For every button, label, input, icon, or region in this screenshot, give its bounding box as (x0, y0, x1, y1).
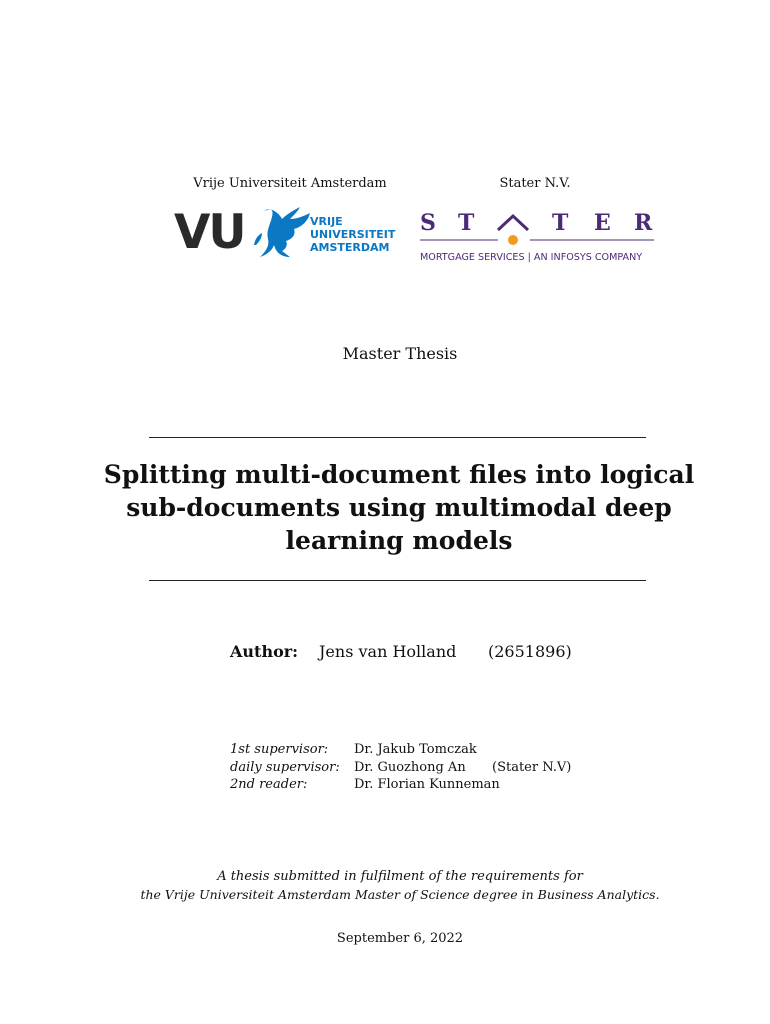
griffin-icon (252, 205, 312, 263)
top-rule (149, 437, 646, 438)
stater-wordmark-graphic (418, 210, 656, 248)
supervisor-role: 1st supervisor: (230, 742, 329, 757)
vu-logo-line2: UNIVERSITEIT (310, 228, 396, 241)
institution-vu-name: Vrije Universiteit Amsterdam (193, 176, 387, 191)
bottom-rule (149, 580, 646, 581)
stater-letter-r: R (634, 210, 653, 236)
vu-logo (174, 205, 394, 265)
institution-stater-name: Stater N.V. (499, 176, 571, 191)
vu-logo-letters: VU (174, 205, 245, 260)
vu-logo-line1: VRIJE (310, 215, 343, 228)
document-type: Master Thesis (342, 344, 458, 363)
stater-letter-s: S (420, 210, 436, 236)
submission-date: September 6, 2022 (336, 931, 464, 946)
title-line-3: learning models (285, 526, 513, 555)
supervisor-role: daily supervisor: (230, 760, 340, 775)
supervisor-name: Dr. Jakub Tomczak (354, 742, 477, 757)
stater-letter-e: E (594, 210, 611, 236)
supervisor-affiliation: (Stater N.V) (492, 760, 572, 775)
title-line-2: sub-documents using multimodal deep (126, 493, 672, 522)
supervisor-name: Dr. Guozhong An (354, 760, 466, 775)
submission-line-1: A thesis submitted in fulfilment of the requirements for (217, 869, 583, 884)
supervisor-name: Dr. Florian Kunneman (354, 777, 500, 792)
author-student-id: (2651896) (488, 642, 572, 661)
submission-line-2: the Vrije Universiteit Amsterdam Master of Science degree in Business Analytics. (140, 887, 660, 902)
author-name: Jens van Holland (319, 642, 457, 661)
stater-tagline: MORTGAGE SERVICES | AN INFOSYS COMPANY (420, 252, 643, 263)
vu-logo-line3: AMSTERDAM (310, 241, 390, 254)
stater-logo (418, 210, 656, 268)
stater-letter-t1: T (458, 210, 475, 236)
stater-letter-t2: T (552, 210, 569, 236)
author-label: Author: (230, 642, 299, 661)
thesis-title (100, 458, 698, 557)
title-line-1: Splitting multi-document files into logical (103, 460, 695, 489)
supervisor-role: 2nd reader: (230, 777, 308, 792)
